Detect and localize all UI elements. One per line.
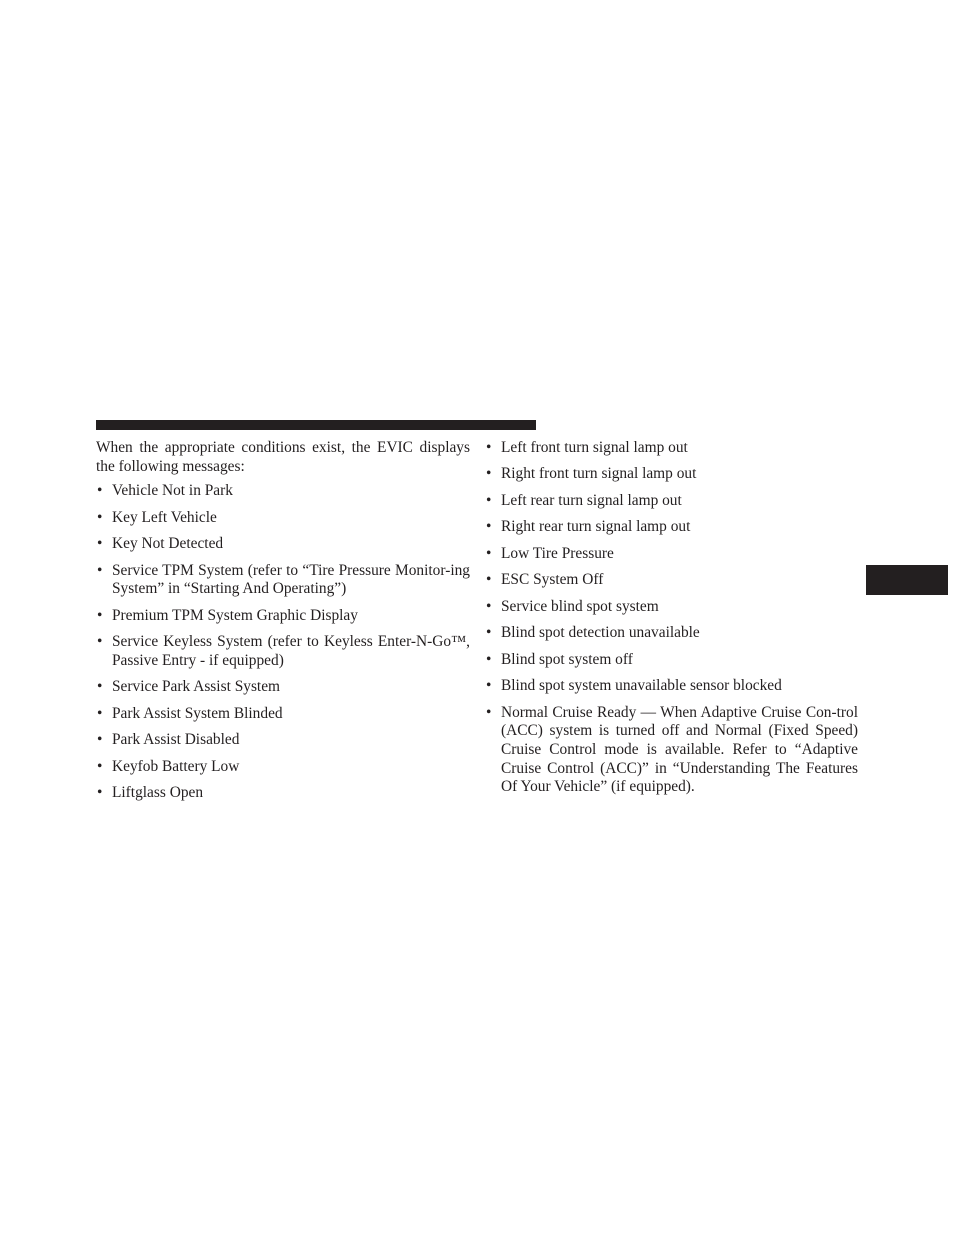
- list-item: • Service Keyless System (refer to Keyless Enter-N-Go™, Passive Entry - if equipped): [96, 633, 470, 670]
- list-item: • Vehicle Not in Park: [96, 482, 470, 501]
- list-item: • Service TPM System (refer to “Tire Pressure Monitor-ing System” in “Starting And Operating”): [96, 562, 470, 599]
- list-item: • Blind spot detection unavailable: [485, 624, 858, 643]
- list-item: • ESC System Off: [485, 571, 858, 590]
- left-message-list: [96, 482, 470, 803]
- list-item: • Blind spot system off: [485, 651, 858, 670]
- right-column: [485, 439, 858, 805]
- list-item: • Key Not Detected: [96, 535, 470, 554]
- list-item: • Key Left Vehicle: [96, 509, 470, 528]
- chapter-side-tab: [866, 565, 948, 595]
- left-column: [96, 439, 470, 811]
- right-message-list: [485, 439, 858, 797]
- list-item: • Premium TPM System Graphic Display: [96, 607, 470, 626]
- list-item: • Left rear turn signal lamp out: [485, 492, 858, 511]
- list-item: • Park Assist Disabled: [96, 731, 470, 750]
- list-item: • Low Tire Pressure: [485, 545, 858, 564]
- list-item: • Liftglass Open: [96, 784, 470, 803]
- list-item: • Left front turn signal lamp out: [485, 439, 858, 458]
- list-item: • Right front turn signal lamp out: [485, 465, 858, 484]
- list-item: • Service Park Assist System: [96, 678, 470, 697]
- list-item: • Keyfob Battery Low: [96, 758, 470, 777]
- list-item: • Normal Cruise Ready — When Adaptive Cruise Con-trol (ACC) system is turned off and Normal (Fixed Speed) Cruise Control mode is available. Refer to “Adaptive Cruise Control (ACC)” in “Understanding The Features Of Your Vehicle” (if equipped).: [485, 704, 858, 797]
- section-header-rule: [96, 420, 536, 430]
- list-item: • Service blind spot system: [485, 598, 858, 617]
- list-item: • Blind spot system unavailable sensor blocked: [485, 677, 858, 696]
- list-item: • Park Assist System Blinded: [96, 705, 470, 724]
- intro-paragraph: When the appropriate conditions exist, the EVIC displays the following messages:: [96, 439, 470, 475]
- list-item: • Right rear turn signal lamp out: [485, 518, 858, 537]
